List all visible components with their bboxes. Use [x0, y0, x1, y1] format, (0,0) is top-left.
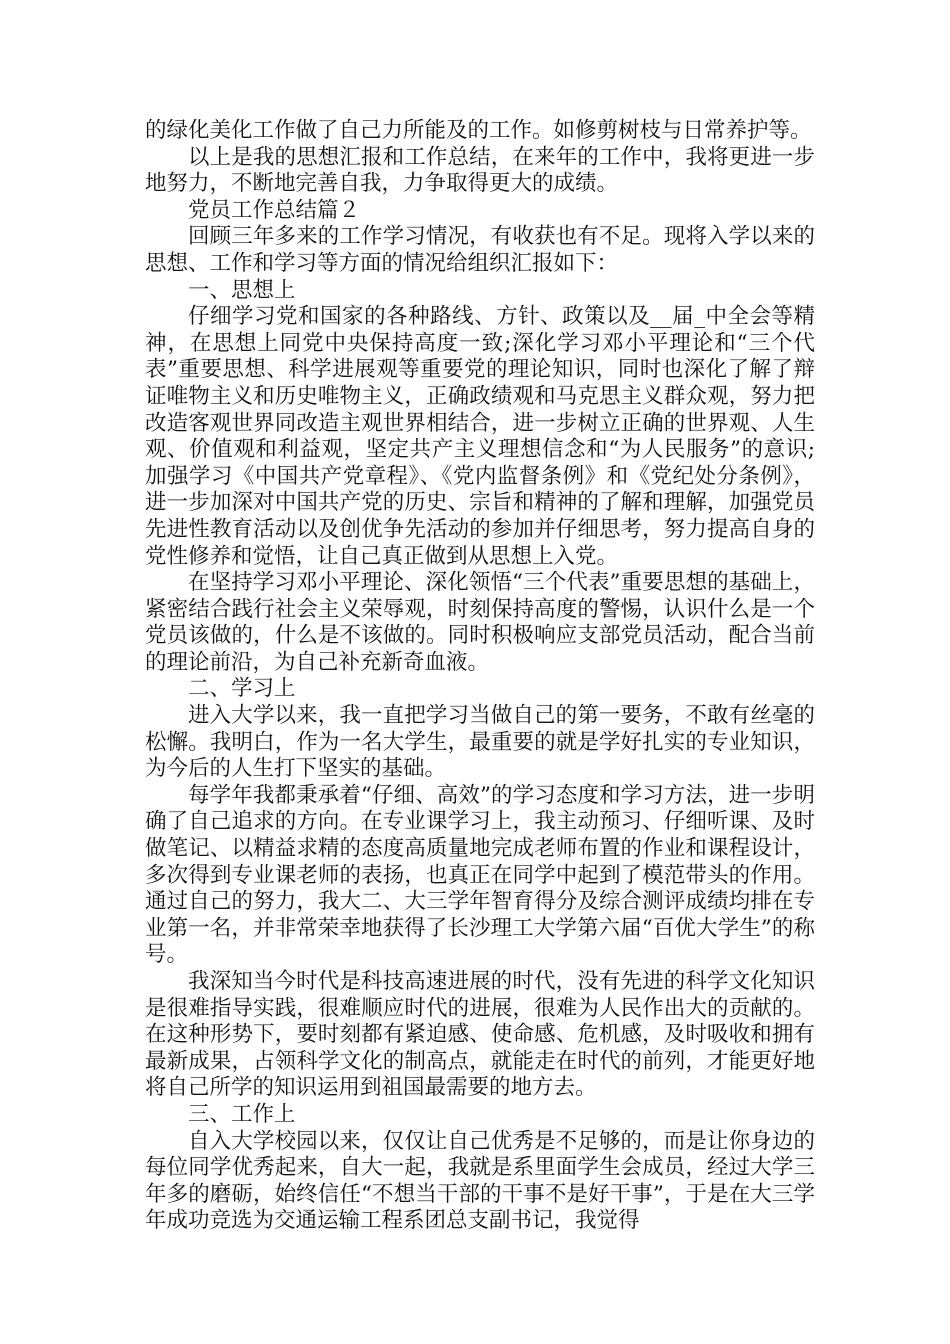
paragraph: 的绿化美化工作做了自己力所能及的工作。如修剪树枝与日常养护等。	[145, 118, 812, 143]
paragraph: 在坚持学习邓小平理论、深化领悟“三个代表”重要思想的基础上，紧密结合践行社会主义荣辱观，时刻保持高度的警惕，认识什么是一个党员该做的，什么是不该做的。同时积极响应支部党员活动，配合当前的理论前沿，为自己补充新奇血液。	[145, 570, 815, 675]
section-heading: 一、思想上	[188, 277, 296, 303]
paragraph: 进入大学以来，我一直把学习当做自己的第一要务，不敢有丝毫的松懈。我明白，作为一名大学生，最重要的就是学好扎实的专业知识，为今后的人生打下坚实的基础。	[145, 703, 815, 782]
paragraph: 以上是我的思想汇报和工作总结，在来年的工作中，我将更进一步地努力，不断地完善自我，力争取得更大的成绩。	[145, 144, 815, 197]
paragraph: 回顾三年多来的工作学习情况，有收获也有不足。现将入学以来的思想、工作和学习等方面的情况给组织汇报如下：	[145, 224, 815, 276]
paragraph: 自入大学校园以来，仅仅让自己优秀是不足够的，而是让你身边的每位同学优秀起来，自大一起，我就是系里面学生会成员，经过大学三年多的磨砺，始终信任“不想当干部的干事不是好干事”，于是在大三学年成功竞选为交通运输工程系团总支副书记，我觉得	[145, 1128, 815, 1234]
paragraph: 每学年我都秉承着“仔细、高效”的学习态度和学习方法，进一步明确了自己追求的方向。在专业课学习上，我主动预习、仔细听课、及时做笔记、以精益求精的态度高质量地完成老师布置的作业和课程设计，多次得到专业课老师的表扬，也真正在同学中起到了模范带头的作用。通过自己的努力，我大二、大三学年智育得分及综合测评成绩均排在专业第一名，并非常荣幸地获得了长沙理工大学第六届“百优大学生”的称号。	[145, 782, 815, 968]
paragraph: 仔细学习党和国家的各种路线、方针、政策以及__届_中全会等精神，在思想上同党中央保持高度一致;深化学习邓小平理论和“三个代表”重要思想、科学进展观等重要党的理论知识，同时也深化了解了辩证唯物主义和历史唯物主义，正确政绩观和马克思主义群众观，努力把改造客观世界同改造主观世界相结合，进一步树立正确的世界观、人生观、价值观和利益观，坚定共产主义理想信念和“为人民服务”的意识;加强学习《中国共产党章程》、《党内监督条例》和《党纪处分条例》，进一步加深对中国共产党的历史、宗旨和精神的了解和理解，加强党员先进性教育活动以及创优争先活动的参加并仔细思考，努力提高自身的党性修养和觉悟，让自己真正做到从思想上入党。	[145, 304, 815, 569]
section-heading: 二、学习上	[188, 676, 296, 702]
section-title: 党员工作总结篇２	[188, 197, 361, 223]
document-page	[145, 118, 815, 1235]
paragraph: 我深知当今时代是科技高速进展的时代，没有先进的科学文化知识是很难指导实践，很难顺应时代的进展，很难为人民作出大的贡献的。在这种形势下，要时刻都有紧迫感、使命感、危机感，及时吸收和拥有最新成果，占领科学文化的制高点，就能走在时代的前列，才能更好地将自己所学的知识运用到祖国最需要的地方去。	[145, 969, 815, 1101]
section-heading: 三、工作上	[188, 1101, 296, 1127]
